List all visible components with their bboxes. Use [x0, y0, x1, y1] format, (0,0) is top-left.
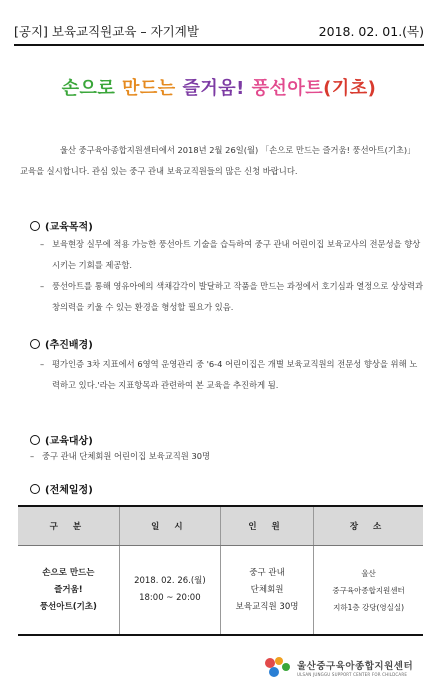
cell-datetime: 2018. 02. 26.(월) 18:00 ~ 20:00: [119, 546, 220, 636]
event-title: [0, 74, 438, 100]
col-header-category: 구 분: [18, 506, 119, 546]
section-purpose-heading: (교육목적): [30, 218, 93, 233]
col-header-people: 인 원: [221, 506, 314, 546]
title-part-1: 만드는: [122, 78, 183, 99]
section-background-heading: (추진배경): [30, 336, 93, 351]
center-logo: [262, 654, 413, 680]
circle-bullet-icon: [30, 484, 40, 494]
table-row: [18, 546, 423, 636]
col-header-datetime: 일 시: [119, 506, 220, 546]
background-bullet-1: – 평가인증 3차 지표에서 6영역 운영관리 중 '6-4 어린이집은 개별 보육교직원의 전문성 향상을 위해 노력하고 있다.'라는 지표항목과 관련하여 본 교육을 추진하게 됨.: [40, 359, 418, 390]
section-target-heading: (교육대상): [30, 432, 93, 447]
center-logo-name: 울산중구육아종합지원센터: [297, 660, 414, 672]
circle-bullet-icon: [30, 221, 40, 231]
circle-bullet-icon: [30, 435, 40, 445]
purpose-bullet-2: – 풍선아트를 통해 영유아에의 색채감각이 발달하고 작품을 만드는 과정에서 호기심과 열정으로 상상력과 창의력을 키울 수 있는 환경을 형성할 필요가 있음.: [40, 281, 424, 312]
purpose-bullet-1: – 보육현장 실무에 적용 가능한 풍선아트 기술을 습득하여 중구 관내 어린이집 보육교사의 전문성을 향상시키는 기회를 제공함.: [40, 239, 421, 270]
title-part-2: 즐거움!: [182, 78, 252, 99]
circle-bullet-icon: [30, 339, 40, 349]
title-part-0: 손으로: [61, 78, 123, 99]
section-schedule-heading: (전체일정): [30, 481, 93, 496]
cell-place: 울산 중구육아종합지원센터 지하1층 강당(영실실): [314, 546, 423, 636]
notice-category: [공지] 보육교직원교육 – 자기계발: [14, 24, 199, 39]
header-divider: [14, 44, 424, 46]
notice-header: [14, 20, 424, 42]
schedule-table: [18, 505, 423, 636]
cell-people: 중구 관내 단체회원 보육교직원 30명: [221, 546, 314, 636]
notice-date: 2018. 02. 01.(목): [318, 24, 424, 39]
col-header-place: 장 소: [314, 506, 423, 546]
center-logo-subtitle: ULSAN JUNGGU SUPPORT CENTER FOR CHILDCARE: [297, 671, 408, 677]
title-part-4: (기초): [323, 78, 377, 99]
cell-category: 손으로 만드는 즐거움! 풍선아트(기초): [18, 546, 119, 636]
intro-paragraph: 울산 중구육아종합지원센터에서 2018년 2월 26일(월) 「손으로 만드는 즐거움! 풍선아트(기초)」교육을 실시합니다. 관심 있는 중구 관내 보육교직원들의 많은 신청 바랍니다.: [20, 145, 416, 176]
title-part-3: 풍선아트: [251, 78, 324, 99]
center-logo-icon: [262, 655, 292, 679]
target-bullet-1: – 중구 관내 단체회원 어린이집 보육교직원 30명: [30, 451, 211, 461]
